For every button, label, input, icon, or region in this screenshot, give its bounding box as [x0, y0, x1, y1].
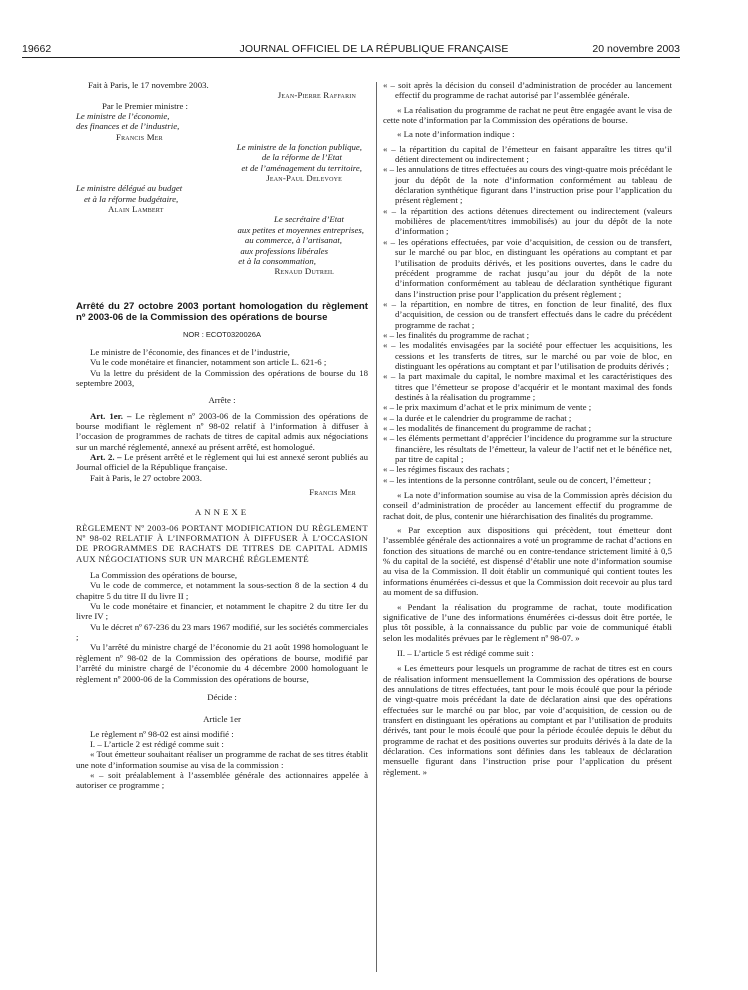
journal-title: JOURNAL OFFICIEL DE LA RÉPUBLIQUE FRANÇAISE: [239, 43, 509, 55]
minister-title: des finances et de l’industrie,: [76, 121, 180, 132]
secretary-title: aux professions libérales: [240, 245, 328, 256]
preamble-paragraph: Vu le code monétaire et financier, notamment son article L. 621-6 ;: [90, 357, 327, 368]
body-paragraph: II. – L’article 5 est rédigé comme suit :: [397, 647, 534, 658]
article-text: Le règlement nº 2003-06 de la Commission des opérations de bourse modifiant le règlement nº 98-02 relatif à l’information à diffuser à l’occasion de programmes de rachats de titres de capital admis aux négociations sur un marché réglementé, annexé au présent arrêté, est homologué.: [76, 410, 368, 452]
minister-name: Alain Lambert: [108, 204, 164, 215]
article-text: Le présent arrêté et le règlement qui lui est annexé seront publiés au Journal officiel de la République française.: [76, 451, 369, 473]
signature-name: Francis Mer: [309, 487, 356, 497]
body-paragraph: « – soit après la décision du conseil d’administration de procéder au lancement effectif du programme de rachat autorisé par l’assemblée générale.: [383, 80, 672, 101]
list-item: « – les opérations effectuées, par voie d’acquisition, de cession ou de transfert, sur le marché ou par bloc, en distinguant les opérations au comptant et par l’utilisation de produits dérivés, et les positions ouvertes, dans le cadre du précédent programme de rachat jusqu’au jour du dépôt de la note d’information conformément au tableau de déclaration synthétique figurant dans l’instruction prise pour l’application du présent règlement ;: [383, 236, 672, 299]
list-item: « – les intentions de la personne contrôlant, seule ou de concert, l’émetteur ;: [383, 474, 651, 485]
list-item: « – la part maximale du capital, le nombre maximal et les caractéristiques des titres que l’émetteur se propose d’acquérir et le montant maximal des fonds destinés à la réalisation du programme ;: [383, 371, 672, 402]
secretary-name: Renaud Dutreil: [274, 266, 334, 277]
secretary-title: Le secrétaire d’Etat: [273, 214, 344, 225]
page-header: [0, 0, 748, 58]
reglement-paragraph: Vu le décret nº 67-236 du 23 mars 1967 modifié, sur les sociétés commerciales ;: [76, 621, 368, 643]
arrete-title: Arrêté du 27 octobre 2003 portant homologation du règlement nº 2003-06 de la Commission des opérations de bourse: [76, 300, 368, 323]
body-paragraph: « Pendant la réalisation du programme de rachat, toute modification significative de l’une des informations énumérées ci-dessus doit être portée, le plus tôt possible, à la connaissance du public par voie de communiqué établi selon les modalités prévues par le règlement nº 98-07. »: [383, 601, 672, 643]
list-item: « – la répartition du capital de l’émetteur en faisant apparaître les titres qu’il détient directement ou indirectement ;: [383, 143, 672, 165]
secretary-title: aux petites et moyennes entreprises,: [237, 224, 364, 235]
article-paragraph: [76, 452, 368, 473]
list-item: « – les régimes fiscaux des rachats ;: [383, 464, 510, 475]
article-label: Art. 1er. –: [90, 410, 132, 421]
list-item: « – le prix maximum d’achat et le prix minimum de vente ;: [383, 402, 592, 413]
minister-title: Le ministre de l’économie,: [76, 111, 170, 122]
article-paragraph: [76, 411, 368, 452]
minister-title: Le ministre de la fonction publique,: [236, 142, 362, 153]
list-item: « – les éléments permettant d’apprécier l’incidence du programme sur la structure financière, les résultats de l’émetteur, la valeur de l’actif net et le bénéfice net, par titre de capital ;: [383, 433, 672, 465]
left-column: [76, 80, 368, 791]
secretary-title: et à la consommation,: [238, 255, 316, 266]
minister-name: Francis Mer: [116, 131, 163, 142]
nor-reference: NOR : ECOT0320026A: [183, 329, 261, 339]
body-paragraph: Le règlement nº 98-02 est ainsi modifié :: [90, 728, 234, 739]
list-item: « – la répartition, en nombre de titres, en fonction de leur finalité, des flux d’acquisition, de cession ou de transfert effectués dans le cadre du précédent programme de rachat ;: [383, 298, 672, 330]
body-paragraph: « La note d’information indique :: [397, 129, 515, 140]
list-item: « – les annulations de titres effectuées au cours des vingt-quatre mois précédant le jour du dépôt de la note d’information conformément au tableau de déclaration synthétique figurant dans l’instruction prise pour l’application du présent règlement ;: [383, 164, 672, 206]
reglement-paragraph: Vu le code de commerce, et notamment la sous-section 8 de la section 4 du chapitre 5 du titre II du livre II ;: [76, 580, 368, 601]
article-label: Art. 2. –: [90, 451, 122, 462]
preamble-paragraph: Vu la lettre du président de la Commission des opérations de bourse du 18 septembre 2003,: [76, 367, 368, 388]
article-heading: Article 1er: [203, 714, 241, 725]
signature-name: Jean-Pierre Raffarin: [277, 90, 356, 101]
signature-by: Par le Premier ministre :: [102, 100, 188, 111]
body-paragraph: I. – L’article 2 est rédigé comme suit :: [90, 738, 224, 749]
body-paragraph: « Tout émetteur souhaitant réaliser un programme de rachat de ses titres établit une note d’information soumise au visa de la commission :: [76, 749, 368, 770]
right-column: [383, 80, 672, 777]
reglement-title: RÈGLEMENT Nº 2003-06 PORTANT MODIFICATION DU RÈGLEMENT Nº 98-02 RELATIF À L’INFORMATION À DIFFUSER À L’OCCASION DE PROGRAMMES DE RACHATS DE TITRES DE CAPITAL ADMIS AUX NÉGOCIATIONS SUR UN MARCHÉ RÉGLEMENTÉ: [76, 522, 368, 564]
list-item: « – les modalités de financement du programme de rachat ;: [383, 423, 592, 433]
arrete-label: Arrête :: [208, 395, 236, 406]
body-paragraph: « Par exception aux dispositions qui précèdent, tout émetteur dont l’assemblée générale des actionnaires a voté un programme de rachat d’actions en fonction des situations de marché ou en contre-tendance strictement limité à 0,5 % du capital de la société, est dispensé d’établir une note d’information soumise au visa de la Commission. Il doit établir un communiqué qui contient toutes les informations énumérées ci-dessus et que la Commission doit recevoir au plus tard au moment de sa diffusion.: [383, 525, 672, 598]
reglement-paragraph: Vu l’arrêté du ministre chargé de l’économie du 21 août 1998 homologuant le règlement nº 98-02 de la Commission des opérations de bourse, modifié par l’arrêté du ministre chargé de l’économie du 4 décembre 2000 homologuant le règlement nº 2000-06 de la Commission des opérations de bourse,: [76, 642, 368, 684]
annexe-heading: ANNEXE: [194, 507, 250, 518]
list-item: « – la répartition des actions détenues directement ou indirectement (valeurs mobilières de placement/titres immobilisés) au jour du dépôt de la note d’information ;: [383, 205, 672, 237]
signature-place-date: Fait à Paris, le 27 octobre 2003.: [90, 472, 202, 483]
signature-place-date: Fait à Paris, le 17 novembre 2003.: [88, 80, 209, 90]
issue-date: 20 novembre 2003: [592, 43, 680, 55]
reglement-paragraph: Vu le code monétaire et financier, et notamment le chapitre 2 du titre Ier du livre IV ;: [76, 601, 368, 622]
preamble-paragraph: Le ministre de l’économie, des finances et de l’industrie,: [90, 346, 290, 357]
body-paragraph: « La note d’information soumise au visa de la Commission après décision du conseil d’administration de procéder au lancement effectif du programme de rachat doit, de plus, contenir une hiérarchisation des finalités du programme.: [383, 490, 672, 521]
minister-name: Jean-Paul Delevoye: [266, 173, 342, 184]
secretary-title: au commerce, à l’artisanat,: [244, 235, 342, 246]
list-item: « – les modalités envisagées par la société pour effectuer les acquisitions, les cessions et les transferts de titres, sur le marché ou par voie de bloc, en distinguant les opérations au comptant et par l’utilisation de produits dérivés ;: [383, 340, 672, 371]
list-item: « – les finalités du programme de rachat ;: [383, 329, 530, 340]
header-rule: [22, 57, 680, 58]
reglement-paragraph: La Commission des opérations de bourse,: [90, 570, 238, 581]
minister-title: Le ministre délégué au budget: [76, 183, 183, 194]
minister-title: et à la réforme budgétaire,: [84, 193, 179, 204]
decide-label: Décide :: [207, 691, 237, 702]
information-list: [383, 144, 672, 485]
minister-title: et de l’aménagement du territoire,: [241, 162, 362, 173]
body-paragraph: « La réalisation du programme de rachat ne peut être engagée avant le visa de cette note d’information par la Commission des opérations de bourse.: [383, 104, 672, 126]
body-paragraph: « Les émetteurs pour lesquels un programme de rachat de titres est en cours de réalisation informent mensuellement la Commission des opérations de bourse des annulations de titres effectuées, tant pour le mois écoulé que pour la période de vingt-quatre mois précédant la date de déclaration ainsi que des opérations effectuées sur le marché ou par bloc, par voie d’acquisition, de cession ou de transfert en distinguant les opérations au comptant et par l’utilisation de produits dérivés, tant pour le mois écoulé que pour la période écoulée depuis le début du programme de rachat et des positions ouvertes sur produits dérivés à la date de la déclaration. Ces informations sont définies dans les tableaux de déclaration mensuelle figurant dans l’instruction prise pour l’application du présent règlement. »: [383, 663, 672, 777]
body-paragraph: « – soit préalablement à l’assemblée générale des actionnaires appelée à autoriser ce programme ;: [76, 769, 368, 791]
page-number: 19662: [22, 43, 52, 55]
minister-title: de la réforme de l’Etat: [261, 152, 342, 163]
list-item: « – la durée et le calendrier du programme de rachat ;: [383, 412, 572, 423]
column-divider: [376, 82, 377, 972]
